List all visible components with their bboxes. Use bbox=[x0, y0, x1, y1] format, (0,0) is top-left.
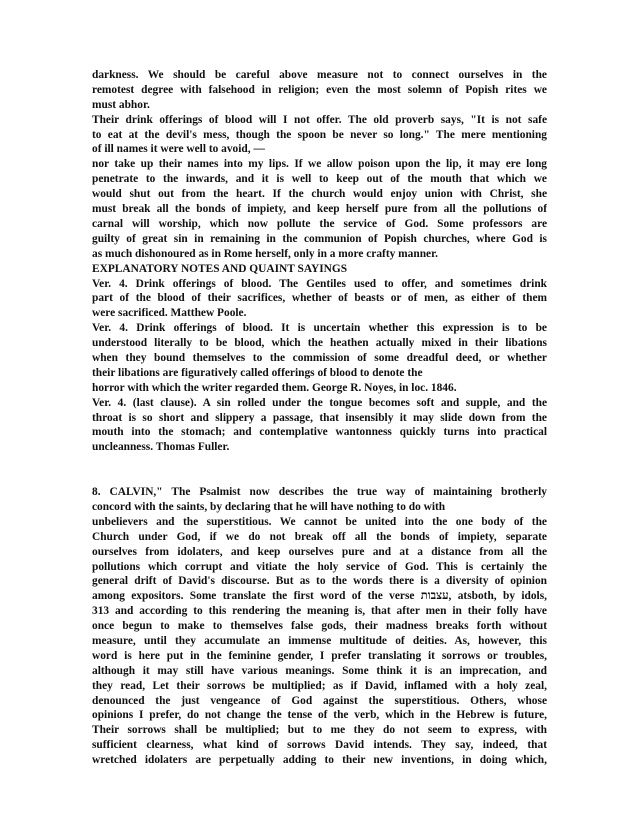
text-line: Church under God, if we do not break off all the bonds of impiety, separate bbox=[92, 530, 547, 543]
text-line: unbelievers and the superstitious. We cannot be united into the one body of the bbox=[92, 515, 547, 528]
text-line: horror with which the writer regarded them. George R. Noyes, in loc. 1846. bbox=[92, 381, 457, 394]
text-line: as much dishonoured as in Rome herself, only in a more crafty manner. bbox=[92, 247, 438, 260]
text-line: wretched idolaters are perpetually adding to their new inventions, in doing which, bbox=[92, 754, 547, 767]
paragraph-gap bbox=[92, 470, 547, 485]
text-line: they read, Let their sorrows be multiplied; as if David, inflamed with a holy zeal, bbox=[92, 679, 547, 692]
text-line: general drift of David's discourse. But as to the words there is a diversity of opinion bbox=[92, 575, 547, 588]
text-line: must break all the bonds of impiety, and keep herself pure from all the pollutions of bbox=[92, 203, 547, 216]
text-line: were sacrificed. Matthew Poole. bbox=[92, 307, 247, 320]
text-line: pollutions which corrupt and vitiate the holy service of God. This is certainly the bbox=[92, 560, 547, 573]
text-line: opinions I prefer, do not change the tense of the verb, which in the Hebrew is future, bbox=[92, 709, 547, 722]
text-line: nor take up their names into my lips. If we allow poison upon the lip, it may ere long bbox=[92, 158, 547, 171]
text-line: would shut out from the heart. If the church would enjoy union with Christ, she bbox=[92, 188, 547, 201]
text-line: throat is so short and slippery a passage, that insensibly it may slide down from the bbox=[92, 411, 547, 424]
text-line: their libations are figuratively called offerings of blood to denote the bbox=[92, 366, 423, 379]
text-line: of ill names it were well to avoid, — bbox=[92, 143, 265, 156]
text-line: Ver. 4. Drink offerings of blood. The Gentiles used to offer, and sometimes drink bbox=[92, 277, 547, 290]
text-line: to eat at the devil's mess, though the spoon be never so long." The mere mentioning bbox=[92, 128, 547, 141]
text-line: carnal will worship, which now pollute the service of God. Some professors are bbox=[92, 217, 547, 230]
text-line: darkness. We should be careful above measure not to connect ourselves in the bbox=[92, 69, 547, 81]
text-line: Their drink offerings of blood will I not offer. The old proverb says, "It is not safe bbox=[92, 113, 547, 126]
commentary-section bbox=[92, 68, 547, 455]
text-line: understood literally to be blood, which the heathen actually mixed in their libations bbox=[92, 337, 547, 350]
paragraph-gap bbox=[92, 455, 547, 470]
document-page bbox=[92, 68, 547, 768]
text-line: ourselves from idolaters, and keep ourselves pure and at a distance from all the bbox=[92, 545, 547, 558]
text-line: 313 and according to this rendering the meaning is, that after men in their folly have bbox=[92, 605, 547, 618]
text-line: part of the blood of their sacrifices, whether of beasts or of men, as either of them bbox=[92, 292, 547, 305]
text-line: penetrate to the inwards, and it is well to keep out of the mouth that which we bbox=[92, 173, 547, 186]
text-line: when they bound themselves to the commission of some dreadful deed, or whether bbox=[92, 352, 547, 364]
text-line: sufficient clearness, what kind of sorrows David intends. They say, indeed, that bbox=[92, 739, 547, 752]
text-line: Their sorrows shall be multiplied; but to me they do not seem to express, with bbox=[92, 724, 547, 737]
text-line: Ver. 4. (last clause). A sin rolled under the tongue becomes soft and supple, and the bbox=[92, 396, 547, 409]
calvin-section bbox=[92, 485, 547, 768]
text-line: once begun to make to themselves false gods, their madness breaks forth without bbox=[92, 620, 547, 633]
text-line: 8. CALVIN," The Psalmist now describes the true way of maintaining brotherly bbox=[92, 486, 547, 499]
text-line: denounced the just vengeance of God against the superstitious. Others, whose bbox=[92, 694, 547, 707]
text-line: guilty of great sin in remaining in the communion of Popish churches, where God is bbox=[92, 232, 547, 245]
text-line: among expositors. Some translate the first word of the verse עצבות, atsboth, by idols, bbox=[92, 590, 547, 603]
text-line: must abhor. bbox=[92, 98, 150, 111]
text-line: although it may still have various meanings. Some think it is an imprecation, and bbox=[92, 664, 547, 677]
text-line: remotest degree with falsehood in religion; even the most solemn of Popish rites we bbox=[92, 83, 547, 96]
text-line: concord with the saints, by declaring that he will have nothing to do with bbox=[92, 500, 446, 513]
text-line: Ver. 4. Drink offerings of blood. It is uncertain whether this expression is to be bbox=[92, 322, 547, 335]
text-line: EXPLANATORY NOTES AND QUAINT SAYINGS bbox=[92, 262, 348, 275]
text-line: measure, until they accumulate an immense multitude of deities. As, however, this bbox=[92, 634, 547, 647]
text-line: uncleanness. Thomas Fuller. bbox=[92, 441, 230, 454]
text-line: mouth into the stomach; and contemplative wantonness quickly turns into practical bbox=[92, 426, 547, 439]
text-line: word is here put in the feminine gender, I prefer translating it sorrows or troubles, bbox=[92, 649, 547, 662]
